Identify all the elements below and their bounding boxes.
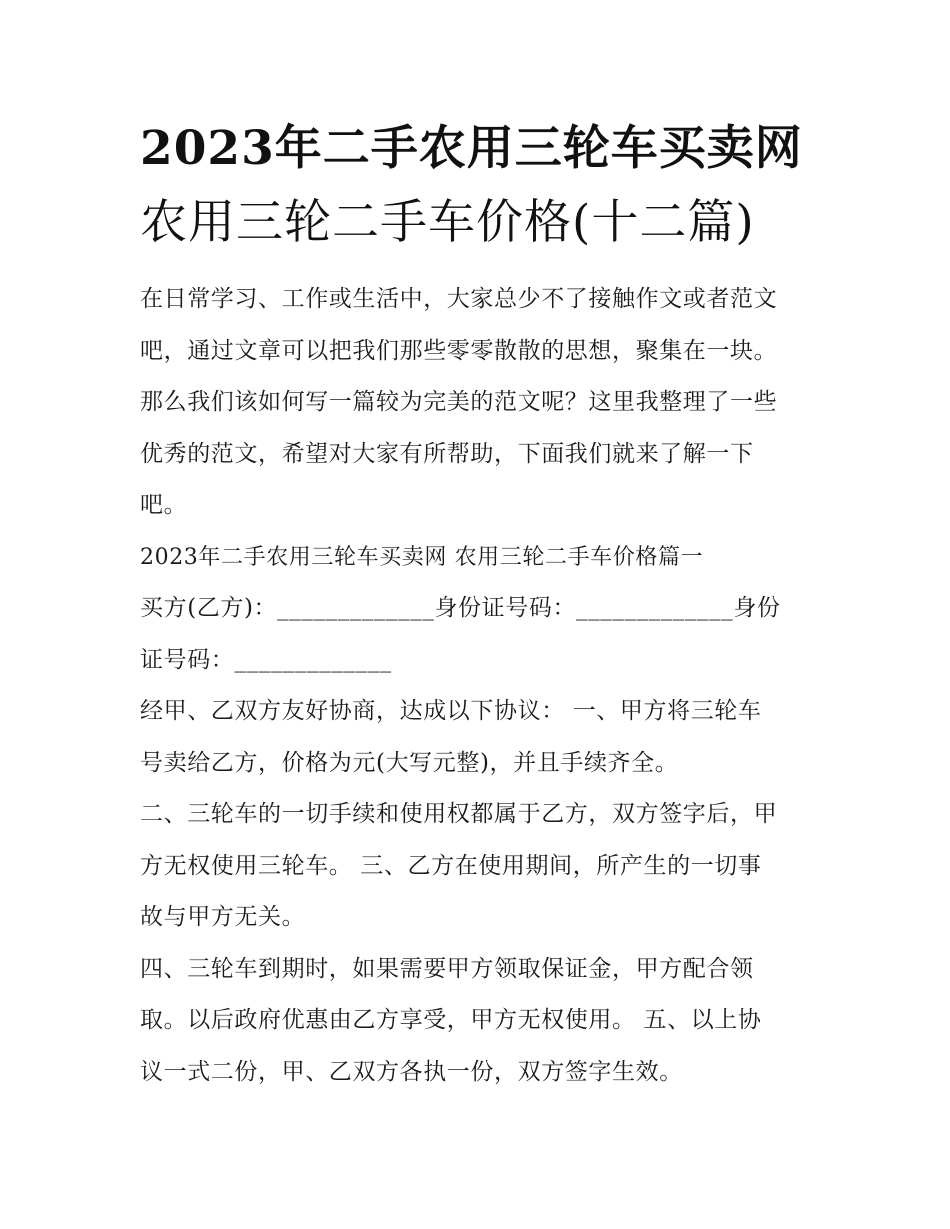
clause-two-line: 方无权使用三轮车。 三、乙方在使用期间，所产生的一切事 [140, 852, 762, 879]
title-line-2: 农用三轮二手车价格(十二篇) [140, 195, 755, 250]
document-body [140, 274, 820, 1098]
agreement-line: 经甲、乙双方友好协商，达成以下协议： 一、甲方将三轮车 [140, 698, 762, 724]
buyer-info-line: 买方(乙方)：_____________身份证号码：_____________身份 [140, 595, 781, 621]
intro-line: 在日常学习、工作或生活中，大家总少不了接触作文或者范文 [140, 286, 778, 312]
intro-line: 那么我们该如何写一篇较为完美的范文呢？这里我整理了一些 [140, 389, 778, 415]
clause-four-line: 取。以后政府优惠由乙方享受，甲方无权使用。 五、以上协 [140, 1007, 762, 1033]
clause-four-paragraph [140, 944, 820, 1099]
clause-two-line: 二、三轮车的一切手续和使用权都属于乙方，双方签字后，甲 [140, 801, 778, 827]
buyer-info-paragraph [140, 583, 820, 686]
clause-four-line: 四、三轮车到期时，如果需要甲方领取保证金，甲方配合领 [140, 955, 754, 982]
section-heading: 2023年二手农用三轮车买卖网 农用三轮二手车价格篇一 [140, 544, 704, 570]
intro-line: 吧。 [140, 492, 188, 518]
buyer-info-line: 证号码：_____________ [140, 646, 392, 673]
agreement-line: 号卖给乙方，价格为元(大写元整)，并且手续齐全。 [140, 749, 679, 776]
document-title [140, 112, 840, 260]
clause-two-line: 故与甲方无关。 [140, 904, 306, 930]
clause-two-paragraph [140, 789, 820, 944]
intro-line: 吧，通过文章可以把我们那些零零散散的思想，聚集在一块。 [140, 337, 778, 364]
agreement-paragraph [140, 686, 820, 789]
intro-line: 优秀的范文，希望对大家有所帮助，下面我们就来了解一下 [140, 440, 754, 467]
title-line-1: 2023年二手农用三轮车买卖网 [140, 121, 803, 176]
intro-paragraph [140, 274, 820, 532]
clause-four-line: 议一式二份，甲、乙双方各执一份，双方签字生效。 [140, 1058, 683, 1085]
